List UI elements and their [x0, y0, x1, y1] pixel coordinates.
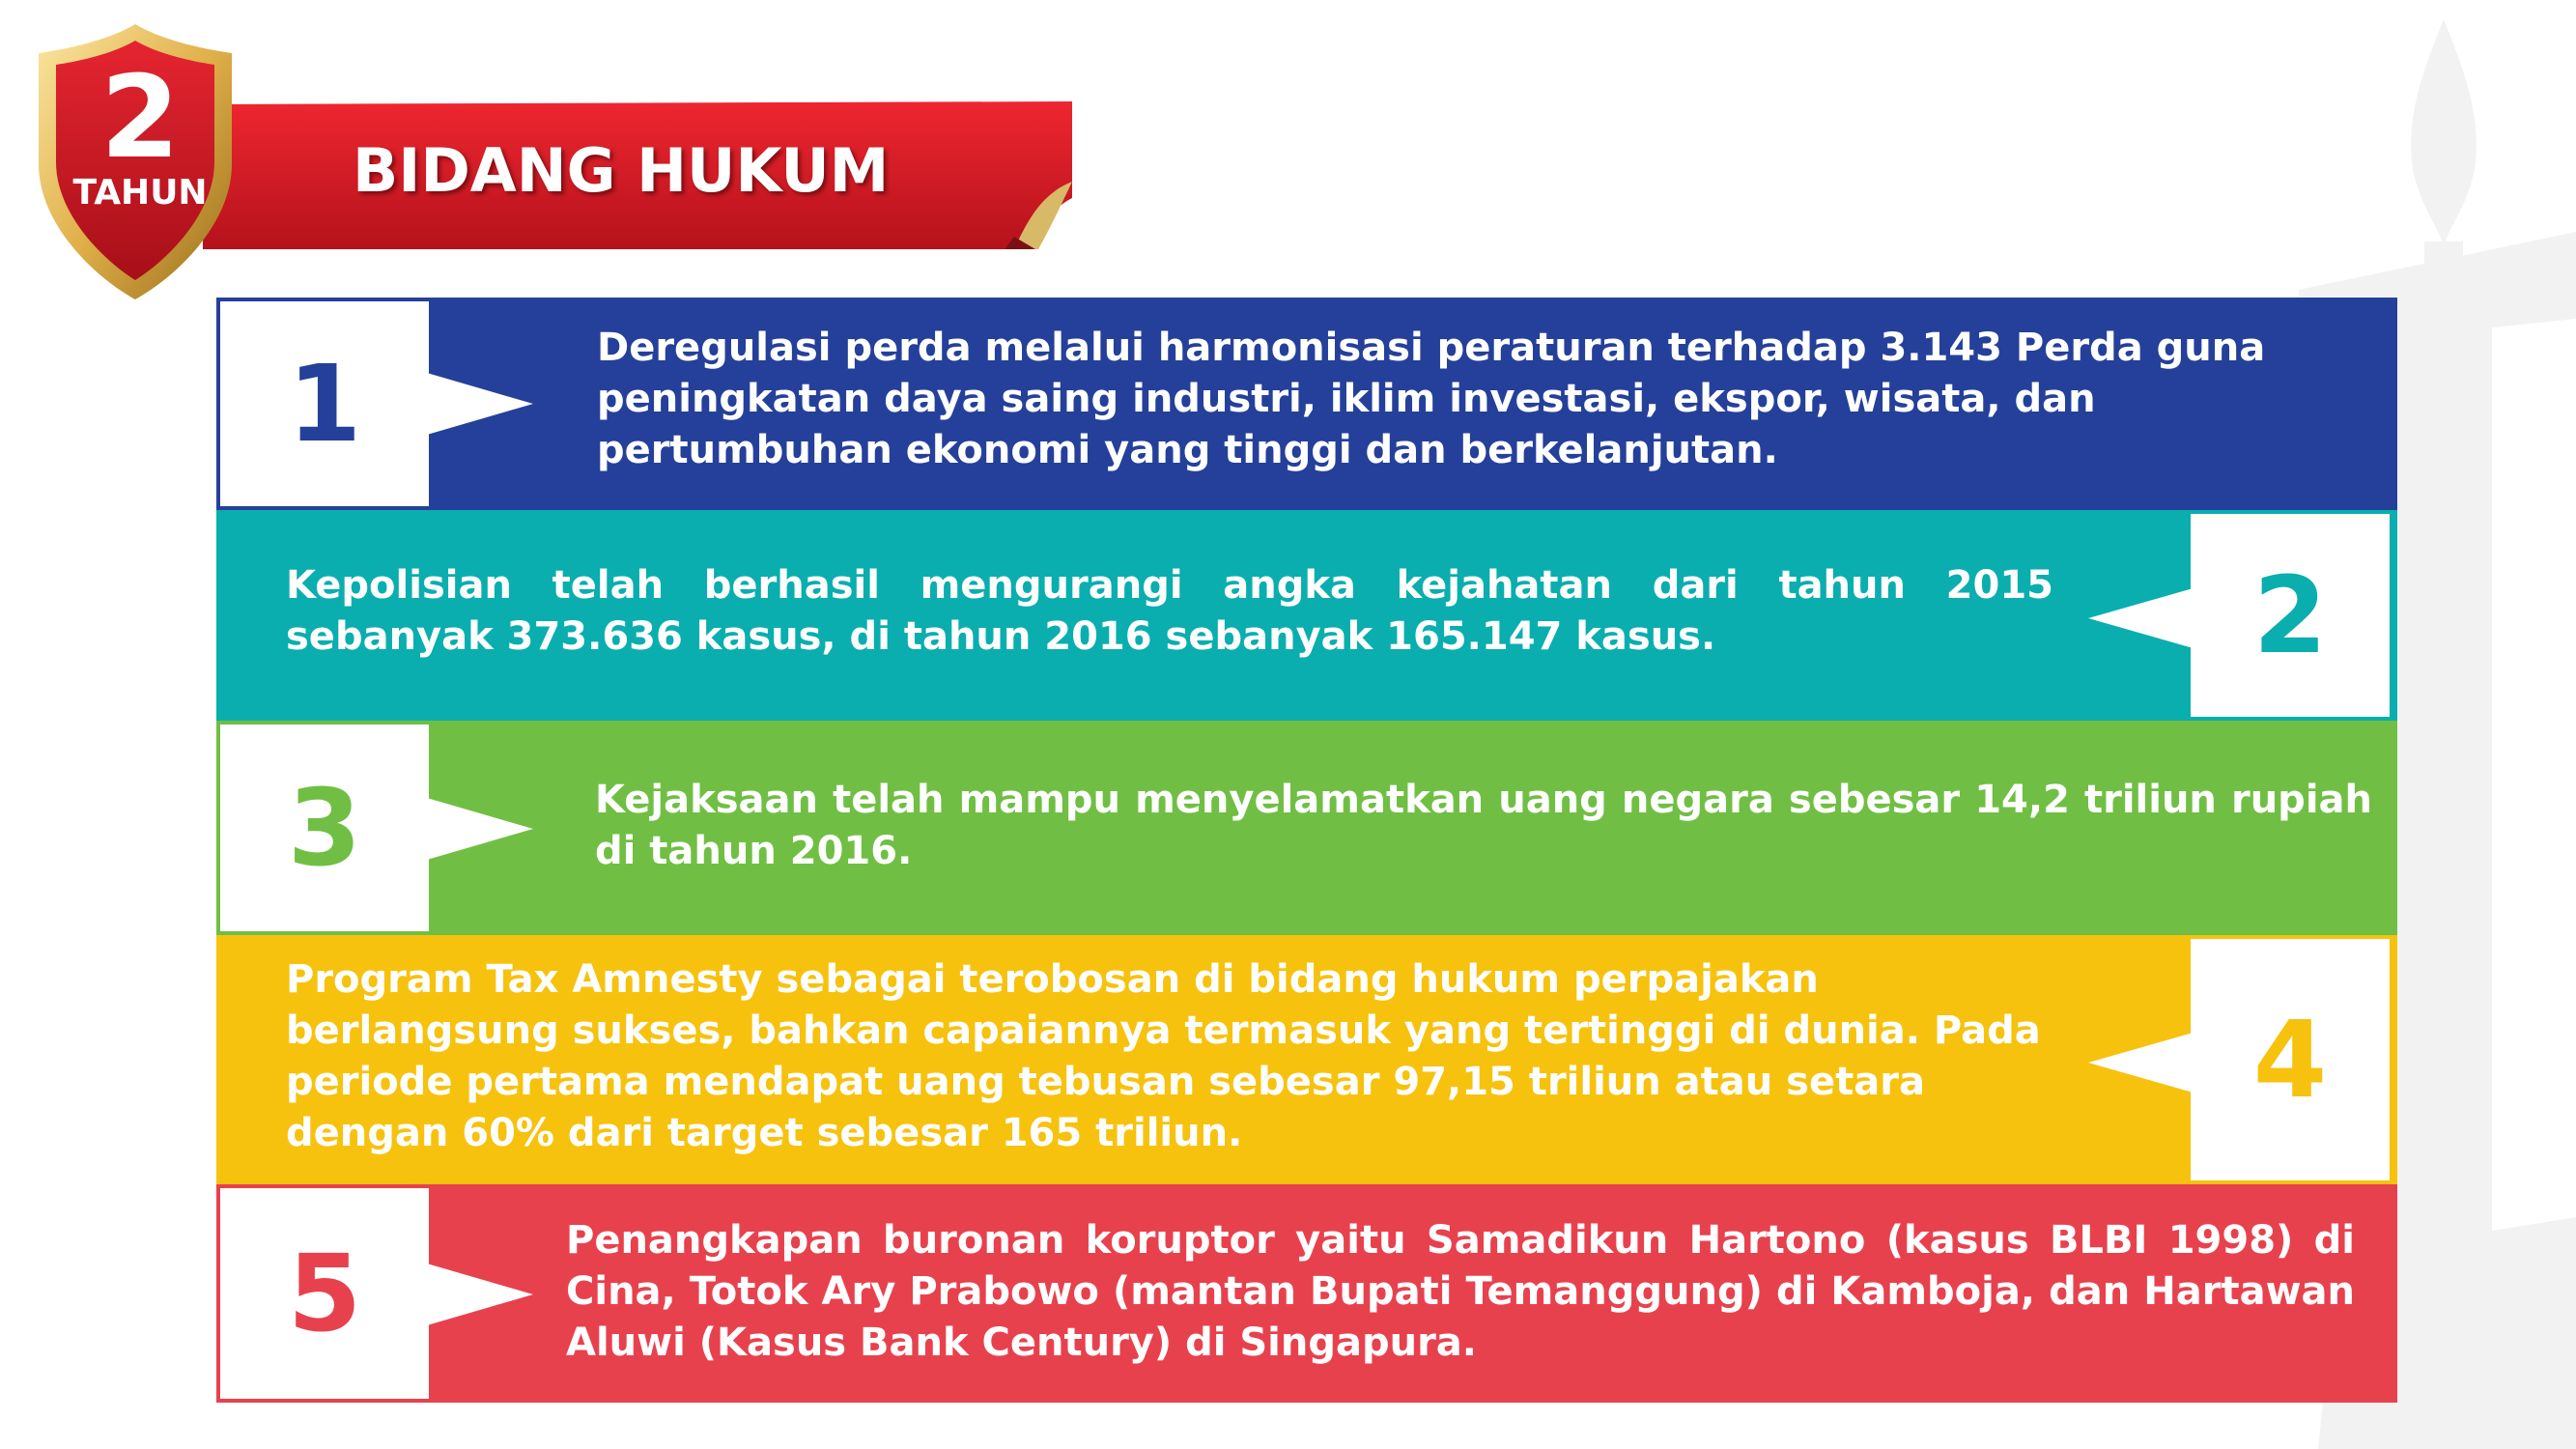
item-text: Penangkapan buronan koruptor yaitu Samadikun Hartono (kasus BLBI 1998) di Cina, Totok Ary Prabowo (mantan Bupati Temanggung) di Kamboja, dan Hartawan Aluwi (Kasus Bank Century) di Singapura.	[566, 1218, 2355, 1365]
pointer-arrow-icon	[427, 798, 543, 860]
list-item-2	[216, 510, 2397, 721]
list-item-4	[216, 935, 2397, 1184]
number-badge	[220, 724, 429, 931]
list-item-5	[216, 1184, 2397, 1403]
list-item-1	[216, 298, 2397, 510]
item-text: Program Tax Amnesty sebagai terobosan di bidang hukum perpajakan berlangsung sukses, bahkan capaiannya termasuk yang tertinggi di dunia. Pada periode pertama mendapat uang tebusan sebesar 97,15 triliun atau setara dengan 60% dari target sebesar 165 triliun.	[286, 957, 2041, 1155]
item-text: Deregulasi perda melalui harmonisasi peraturan terhadap 3.143 Perda guna peningkatan daya saing industri, iklim investasi, ekspor, wisata, dan pertumbuhan ekonomi yang tinggi dan berkelanjutan.	[597, 326, 2266, 472]
item-text: Kejaksaan telah mampu menyelamatkan uang negara sebesar 14,2 triliun rupiah di tahun 2016.	[595, 778, 2372, 873]
shield-label: TAHUN	[72, 173, 208, 213]
number-badge	[2191, 514, 2390, 717]
pointer-arrow-icon	[427, 373, 543, 435]
item-number: 2	[2252, 554, 2328, 677]
item-text: Kepolisian telah berhasil mengurangi angka kejahatan dari tahun 2015 sebanyak 373.636 kasus, di tahun 2016 sebanyak 165.147 kasus.	[286, 563, 2053, 659]
list-item-3	[216, 721, 2397, 935]
pointer-arrow-icon	[427, 1264, 543, 1325]
item-number: 5	[287, 1232, 362, 1355]
item-number: 3	[287, 766, 362, 890]
number-badge	[220, 301, 429, 506]
number-badge	[2191, 939, 2390, 1180]
shield-number: 2	[99, 50, 181, 184]
pointer-arrow-icon	[2081, 587, 2196, 649]
header	[0, 0, 1101, 319]
item-number: 1	[287, 342, 362, 466]
number-badge	[220, 1188, 429, 1399]
page-title: BIDANG HUKUM	[353, 135, 890, 206]
shield-badge	[39, 50, 241, 213]
pointer-arrow-icon	[2081, 1032, 2196, 1094]
item-number: 4	[2252, 998, 2328, 1122]
